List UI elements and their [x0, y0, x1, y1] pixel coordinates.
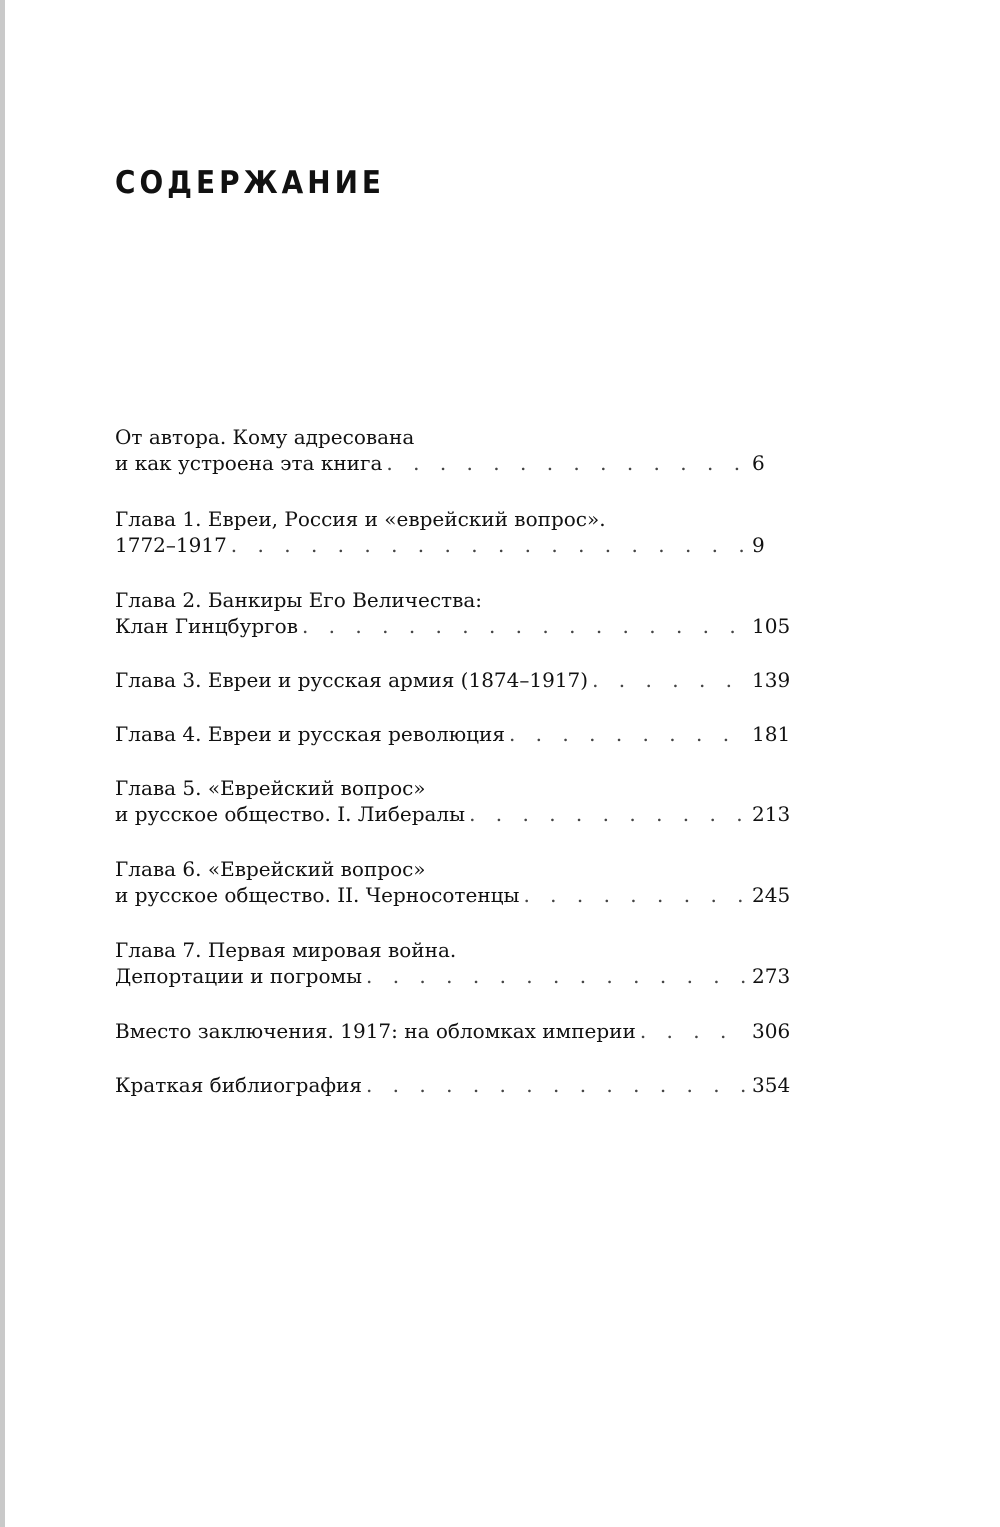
toc-entry-title-line: Вместо заключения. 1917: на обломках империи — [115, 1019, 636, 1043]
toc-page-number: 6 — [752, 451, 765, 475]
dot-leader — [469, 801, 748, 827]
toc-entry-last-line — [115, 882, 800, 908]
dot-leader — [592, 667, 748, 693]
dot-leader — [366, 963, 748, 989]
toc-entry-author-preface[interactable] — [115, 424, 800, 476]
dot-leader — [386, 450, 748, 476]
toc-page-number: 9 — [752, 533, 765, 557]
toc-entry-title-line: Глава 7. Первая мировая война. — [115, 938, 457, 962]
dot-leader — [302, 613, 748, 639]
toc-entry-title-line: и русское общество. I. Либералы — [115, 802, 466, 826]
toc-entry-title-line: Глава 4. Евреи и русская революция — [115, 722, 505, 746]
toc-entry-last-line — [115, 963, 800, 989]
toc-page-number: 105 — [752, 614, 791, 638]
toc-page-number: 181 — [752, 722, 791, 746]
toc-page-number: 354 — [752, 1073, 791, 1097]
toc-entry-last-line — [115, 1018, 800, 1044]
toc-page-number: 245 — [752, 883, 791, 907]
toc-entry-last-line — [115, 613, 800, 639]
toc-entry-title-line: Депортации и погромы — [115, 964, 362, 988]
toc-entry-title-line: Глава 2. Банкиры Его Величества: — [115, 588, 483, 612]
toc-entry-chapter-4[interactable] — [115, 721, 800, 747]
toc-entry-title-line: Глава 1. Евреи, Россия и «еврейский вопрос». — [115, 507, 606, 531]
toc-entry-last-line — [115, 1072, 800, 1098]
toc-entry-title-line: Клан Гинцбургов — [115, 614, 298, 638]
toc-entry-title-line: Глава 5. «Еврейский вопрос» — [115, 776, 426, 800]
toc-entry-title-line: и как устроена эта книга — [115, 451, 383, 475]
dot-leader — [231, 532, 748, 558]
toc-entry-chapter-2[interactable] — [115, 587, 800, 639]
toc-entry-last-line — [115, 532, 800, 558]
dot-leader — [366, 1072, 748, 1098]
toc-entry-chapter-3[interactable] — [115, 667, 800, 693]
toc-entry-last-line — [115, 667, 800, 693]
dot-leader — [509, 721, 748, 747]
toc-entry-chapter-5[interactable] — [115, 775, 800, 827]
toc-entry-bibliography[interactable] — [115, 1072, 800, 1098]
toc-entry-title-line: Глава 3. Евреи и русская армия (1874–1917) — [115, 668, 589, 692]
page-title: СОДЕРЖАНИЕ — [115, 165, 385, 201]
toc-entry-title-line: 1772–1917 — [115, 533, 227, 557]
toc-page-number: 306 — [752, 1019, 791, 1043]
toc-entry-title-line: Глава 6. «Еврейский вопрос» — [115, 857, 426, 881]
toc-entry-title-line: От автора. Кому адресована — [115, 425, 415, 449]
toc-entry-conclusion[interactable] — [115, 1018, 800, 1044]
toc-entry-chapter-7[interactable] — [115, 937, 800, 989]
toc-entry-title-line: Краткая библиография — [115, 1073, 362, 1097]
dot-leader — [640, 1018, 748, 1044]
toc-entry-last-line — [115, 801, 800, 827]
page-edge — [0, 0, 5, 1527]
toc-entry-chapter-6[interactable] — [115, 856, 800, 908]
toc-page-number: 273 — [752, 964, 791, 988]
toc-page-number: 213 — [752, 802, 791, 826]
dot-leader — [523, 882, 748, 908]
toc-entry-chapter-1[interactable] — [115, 506, 800, 558]
toc-page-number: 139 — [752, 668, 791, 692]
toc-entry-last-line — [115, 721, 800, 747]
toc-entry-title-line: и русское общество. II. Черносотенцы — [115, 883, 520, 907]
toc-entry-last-line — [115, 450, 800, 476]
